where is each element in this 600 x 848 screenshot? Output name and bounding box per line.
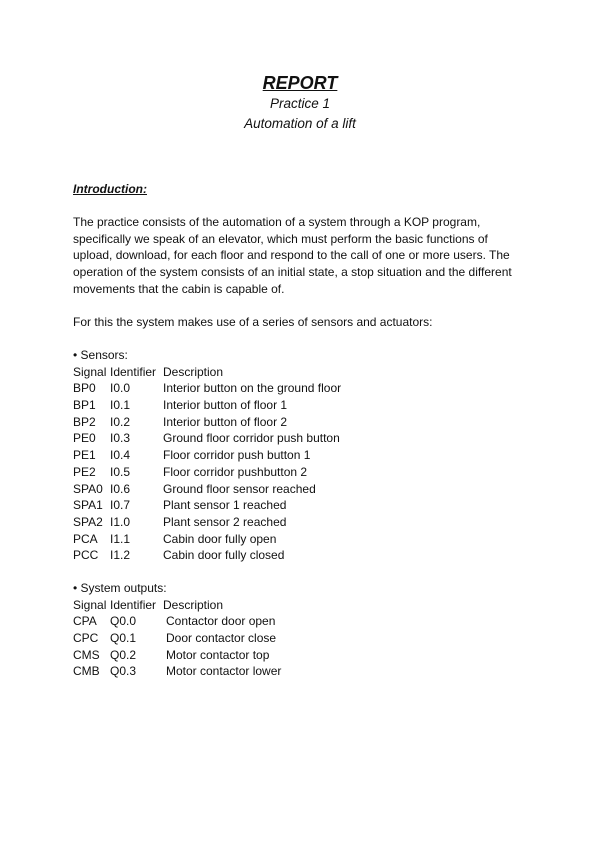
column-identifier: Identifier	[110, 597, 157, 612]
identifier-value: I0.0	[110, 381, 131, 396]
practice-number: Practice 1	[269, 96, 331, 111]
column-identifier: Identifier	[110, 364, 157, 379]
signal-value: BP1	[73, 398, 96, 413]
identifier-value: Q0.3	[110, 664, 137, 679]
report-title: REPORT	[262, 73, 338, 93]
signal-value: SPA1	[73, 498, 103, 513]
description-value: Plant sensor 2 reached	[163, 514, 287, 529]
title-block	[0, 72, 600, 134]
sensors-column-header	[73, 364, 224, 381]
description-value: Ground floor corridor push button	[163, 431, 340, 446]
paragraph-line: upload, download, for each floor and respond to the call of one or more users. The	[73, 248, 510, 263]
description-value: Cabin door fully closed	[163, 548, 285, 563]
paragraph-line: movements that the cabin is capable of.	[73, 281, 285, 296]
list-row	[73, 447, 311, 464]
identifier-value: Q0.0	[110, 614, 137, 629]
identifier-value: I1.2	[110, 548, 131, 563]
identifier-value: I0.6	[110, 481, 131, 496]
identifier-value: Q0.2	[110, 647, 137, 662]
description-value: Interior button on the ground floor	[163, 381, 342, 396]
list-row	[73, 663, 282, 680]
signal-value: PE1	[73, 448, 96, 463]
list-row	[73, 531, 277, 548]
description-value: Plant sensor 1 reached	[163, 498, 287, 513]
paragraph-line: operation of the system consists of an initial state, a stop situation and the different	[73, 265, 512, 280]
signal-value: PCA	[73, 531, 98, 546]
list-row	[73, 630, 277, 647]
column-signal: Signal	[73, 364, 107, 379]
sensors-heading: • Sensors:	[73, 348, 128, 362]
identifier-value: I0.3	[110, 431, 131, 446]
signal-value: CPC	[73, 631, 99, 646]
list-row	[73, 464, 308, 481]
list-row	[73, 380, 342, 397]
list-row	[73, 481, 316, 498]
identifier-value: I0.2	[110, 414, 131, 429]
description-value: Motor contactor lower	[166, 664, 282, 679]
signal-value: CMS	[73, 647, 100, 662]
identifier-value: I0.1	[110, 398, 131, 413]
identifier-value: Q0.1	[110, 631, 137, 646]
list-row	[73, 514, 287, 531]
list-row	[73, 497, 287, 514]
signal-value: BP0	[73, 381, 96, 396]
list-row	[73, 430, 340, 447]
introduction-heading: Introduction:	[73, 182, 147, 196]
description-value: Motor contactor top	[166, 647, 270, 662]
paragraph-line: specifically we speak of an elevator, which must perform the basic functions of	[73, 231, 488, 246]
outputs-column-header	[73, 597, 224, 614]
description-value: Interior button of floor 2	[163, 414, 288, 429]
column-description: Description	[163, 364, 224, 379]
introduction-paragraph	[73, 214, 523, 298]
identifier-value: I0.7	[110, 498, 131, 513]
list-row	[73, 414, 288, 431]
lead-in-sentence: For this the system makes use of a series of sensors and actuators:	[73, 315, 433, 329]
description-value: Ground floor sensor reached	[163, 481, 316, 496]
identifier-value: I0.4	[110, 448, 131, 463]
signal-value: CMB	[73, 664, 100, 679]
signal-value: BP2	[73, 414, 96, 429]
signal-value: PE2	[73, 464, 96, 479]
paragraph-line: The practice consists of the automation of a system through a KOP program,	[73, 215, 481, 229]
description-value: Contactor door open	[166, 614, 276, 629]
list-row	[73, 647, 270, 664]
list-row	[73, 613, 276, 630]
list-row	[73, 397, 288, 414]
identifier-value: I1.1	[110, 531, 131, 546]
description-value: Cabin door fully open	[163, 531, 277, 546]
signal-value: SPA2	[73, 514, 103, 529]
identifier-value: I1.0	[110, 514, 131, 529]
signal-value: SPA0	[73, 481, 103, 496]
outputs-heading: • System outputs:	[73, 581, 167, 595]
list-row	[73, 547, 285, 564]
outputs-list	[73, 580, 282, 680]
column-description: Description	[163, 597, 224, 612]
description-value: Floor corridor pushbutton 2	[163, 464, 308, 479]
signal-value: PCC	[73, 548, 99, 563]
sensors-list	[73, 347, 342, 564]
description-value: Floor corridor push button 1	[163, 448, 311, 463]
identifier-value: I0.5	[110, 464, 131, 479]
description-value: Door contactor close	[166, 631, 277, 646]
description-value: Interior button of floor 1	[163, 398, 288, 413]
practice-subject: Automation of a lift	[244, 116, 356, 131]
signal-value: CPA	[73, 614, 97, 629]
signal-value: PE0	[73, 431, 96, 446]
column-signal: Signal	[73, 597, 107, 612]
